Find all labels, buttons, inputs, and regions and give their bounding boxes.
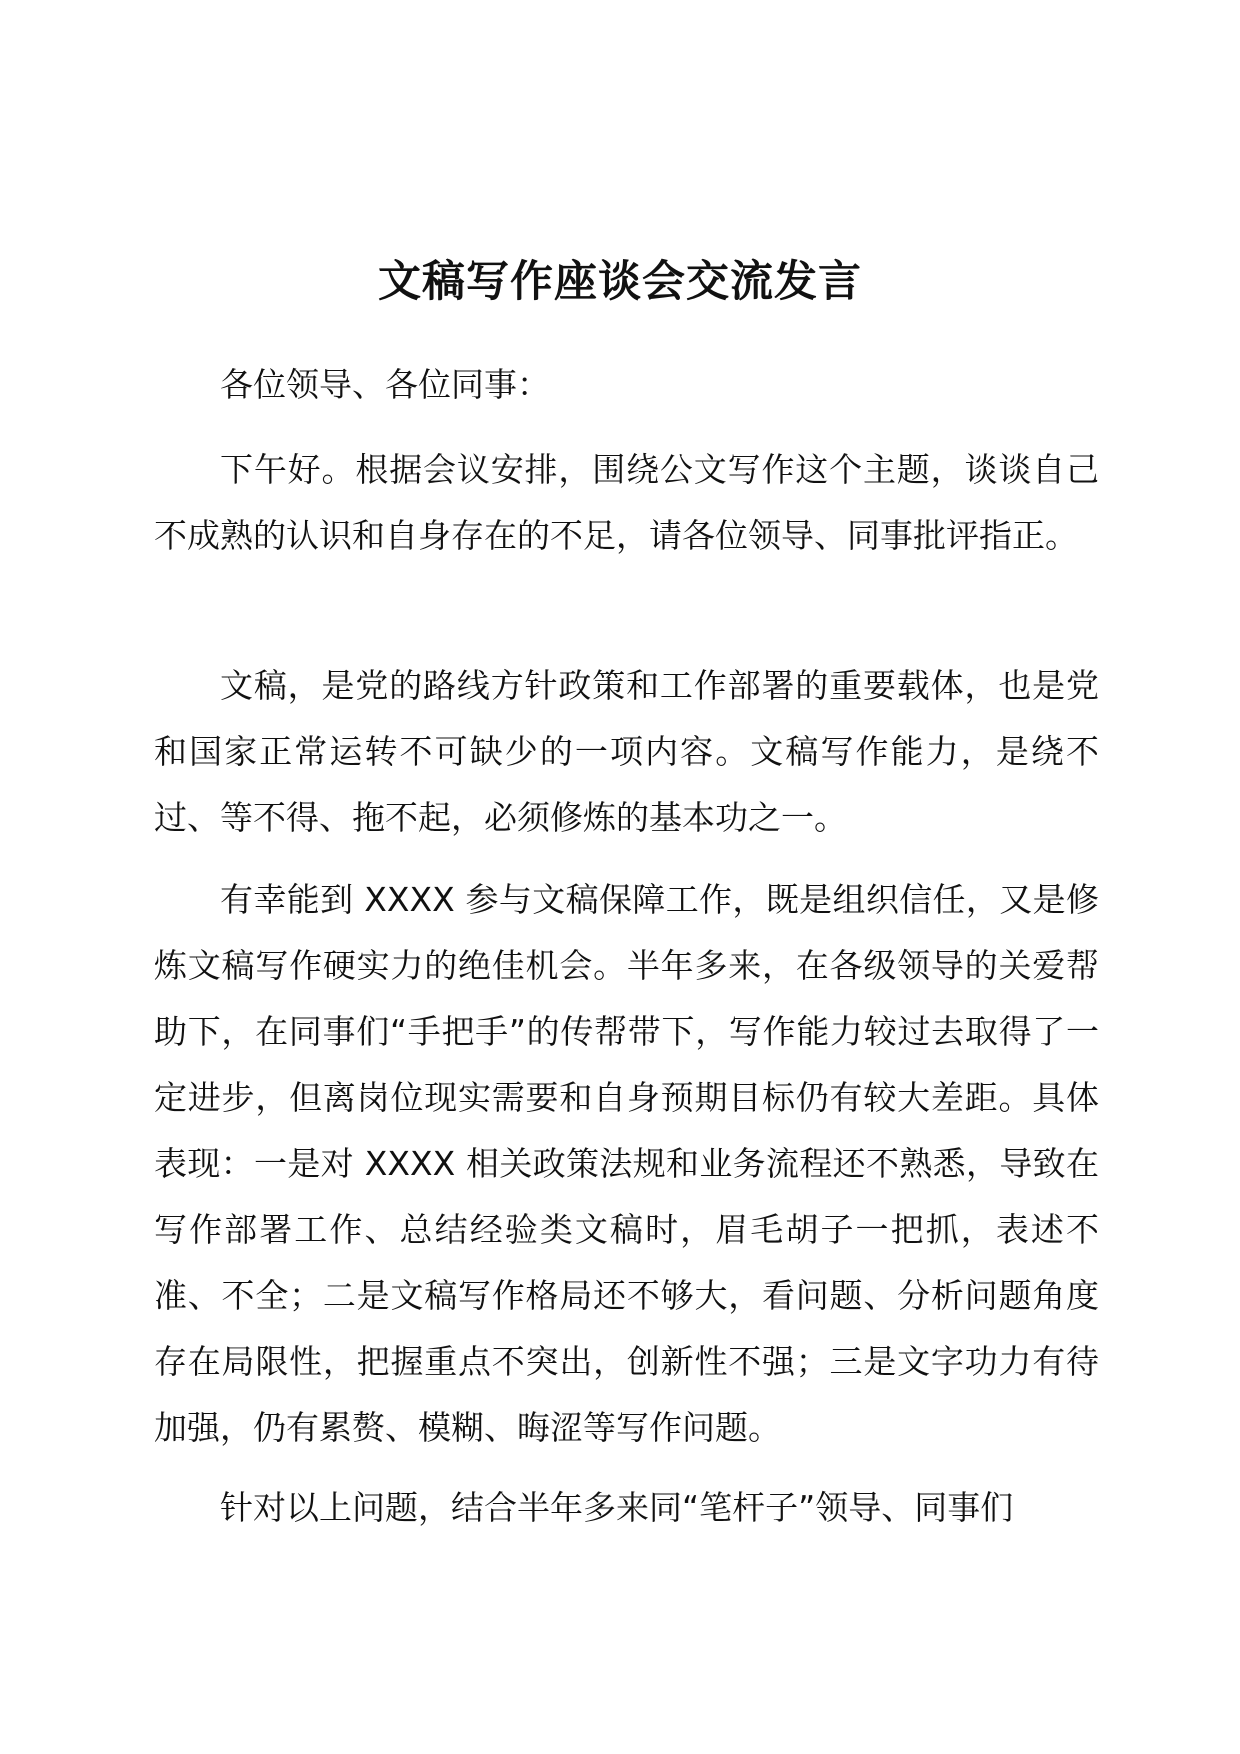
document-title: 文稿写作座谈会交流发言 [378, 257, 862, 307]
paragraph-self-assessment: 有幸能到 XXXX 参与文稿保障工作，既是组织信任，又是修炼文稿写作硬实力的绝佳机会。半年多来，在各级领导的关爱帮助下，在同事们“手把手”的传帮带下，写作能力较过去取得了一定进步，但离岗位现实需要和自身预期目标仍有较大差距。具体表现：一是对 XXXX 相关政策法规和业务流程还不熟悉，导致在写作部署工作、总结经验类文稿时，眉毛胡子一把抓，表述不准、不全；二是文稿写作格局还不够大，看问题、分析问题角度存在局限性，把握重点不突出，创新性不强；三是文字功力有待加强，仍有累赘、模糊、晦涩等写作问题。 [154, 880, 1099, 1447]
paragraph-response: 针对以上问题，结合半年多来同“笔杆子”领导、同事们 [220, 1488, 1014, 1527]
paragraph-importance: 文稿，是党的路线方针政策和工作部署的重要载体，也是党和国家正常运转不可缺少的一项内容。文稿写作能力，是绕不过、等不得、拖不起，必须修炼的基本功之一。 [154, 666, 1099, 837]
greeting-line: 各位领导、各位同事： [220, 365, 550, 404]
paragraph-opening: 下午好。根据会议安排，围绕公文写作这个主题，谈谈自己不成熟的认识和自身存在的不足，请各位领导、同事批评指正。 [154, 450, 1099, 555]
